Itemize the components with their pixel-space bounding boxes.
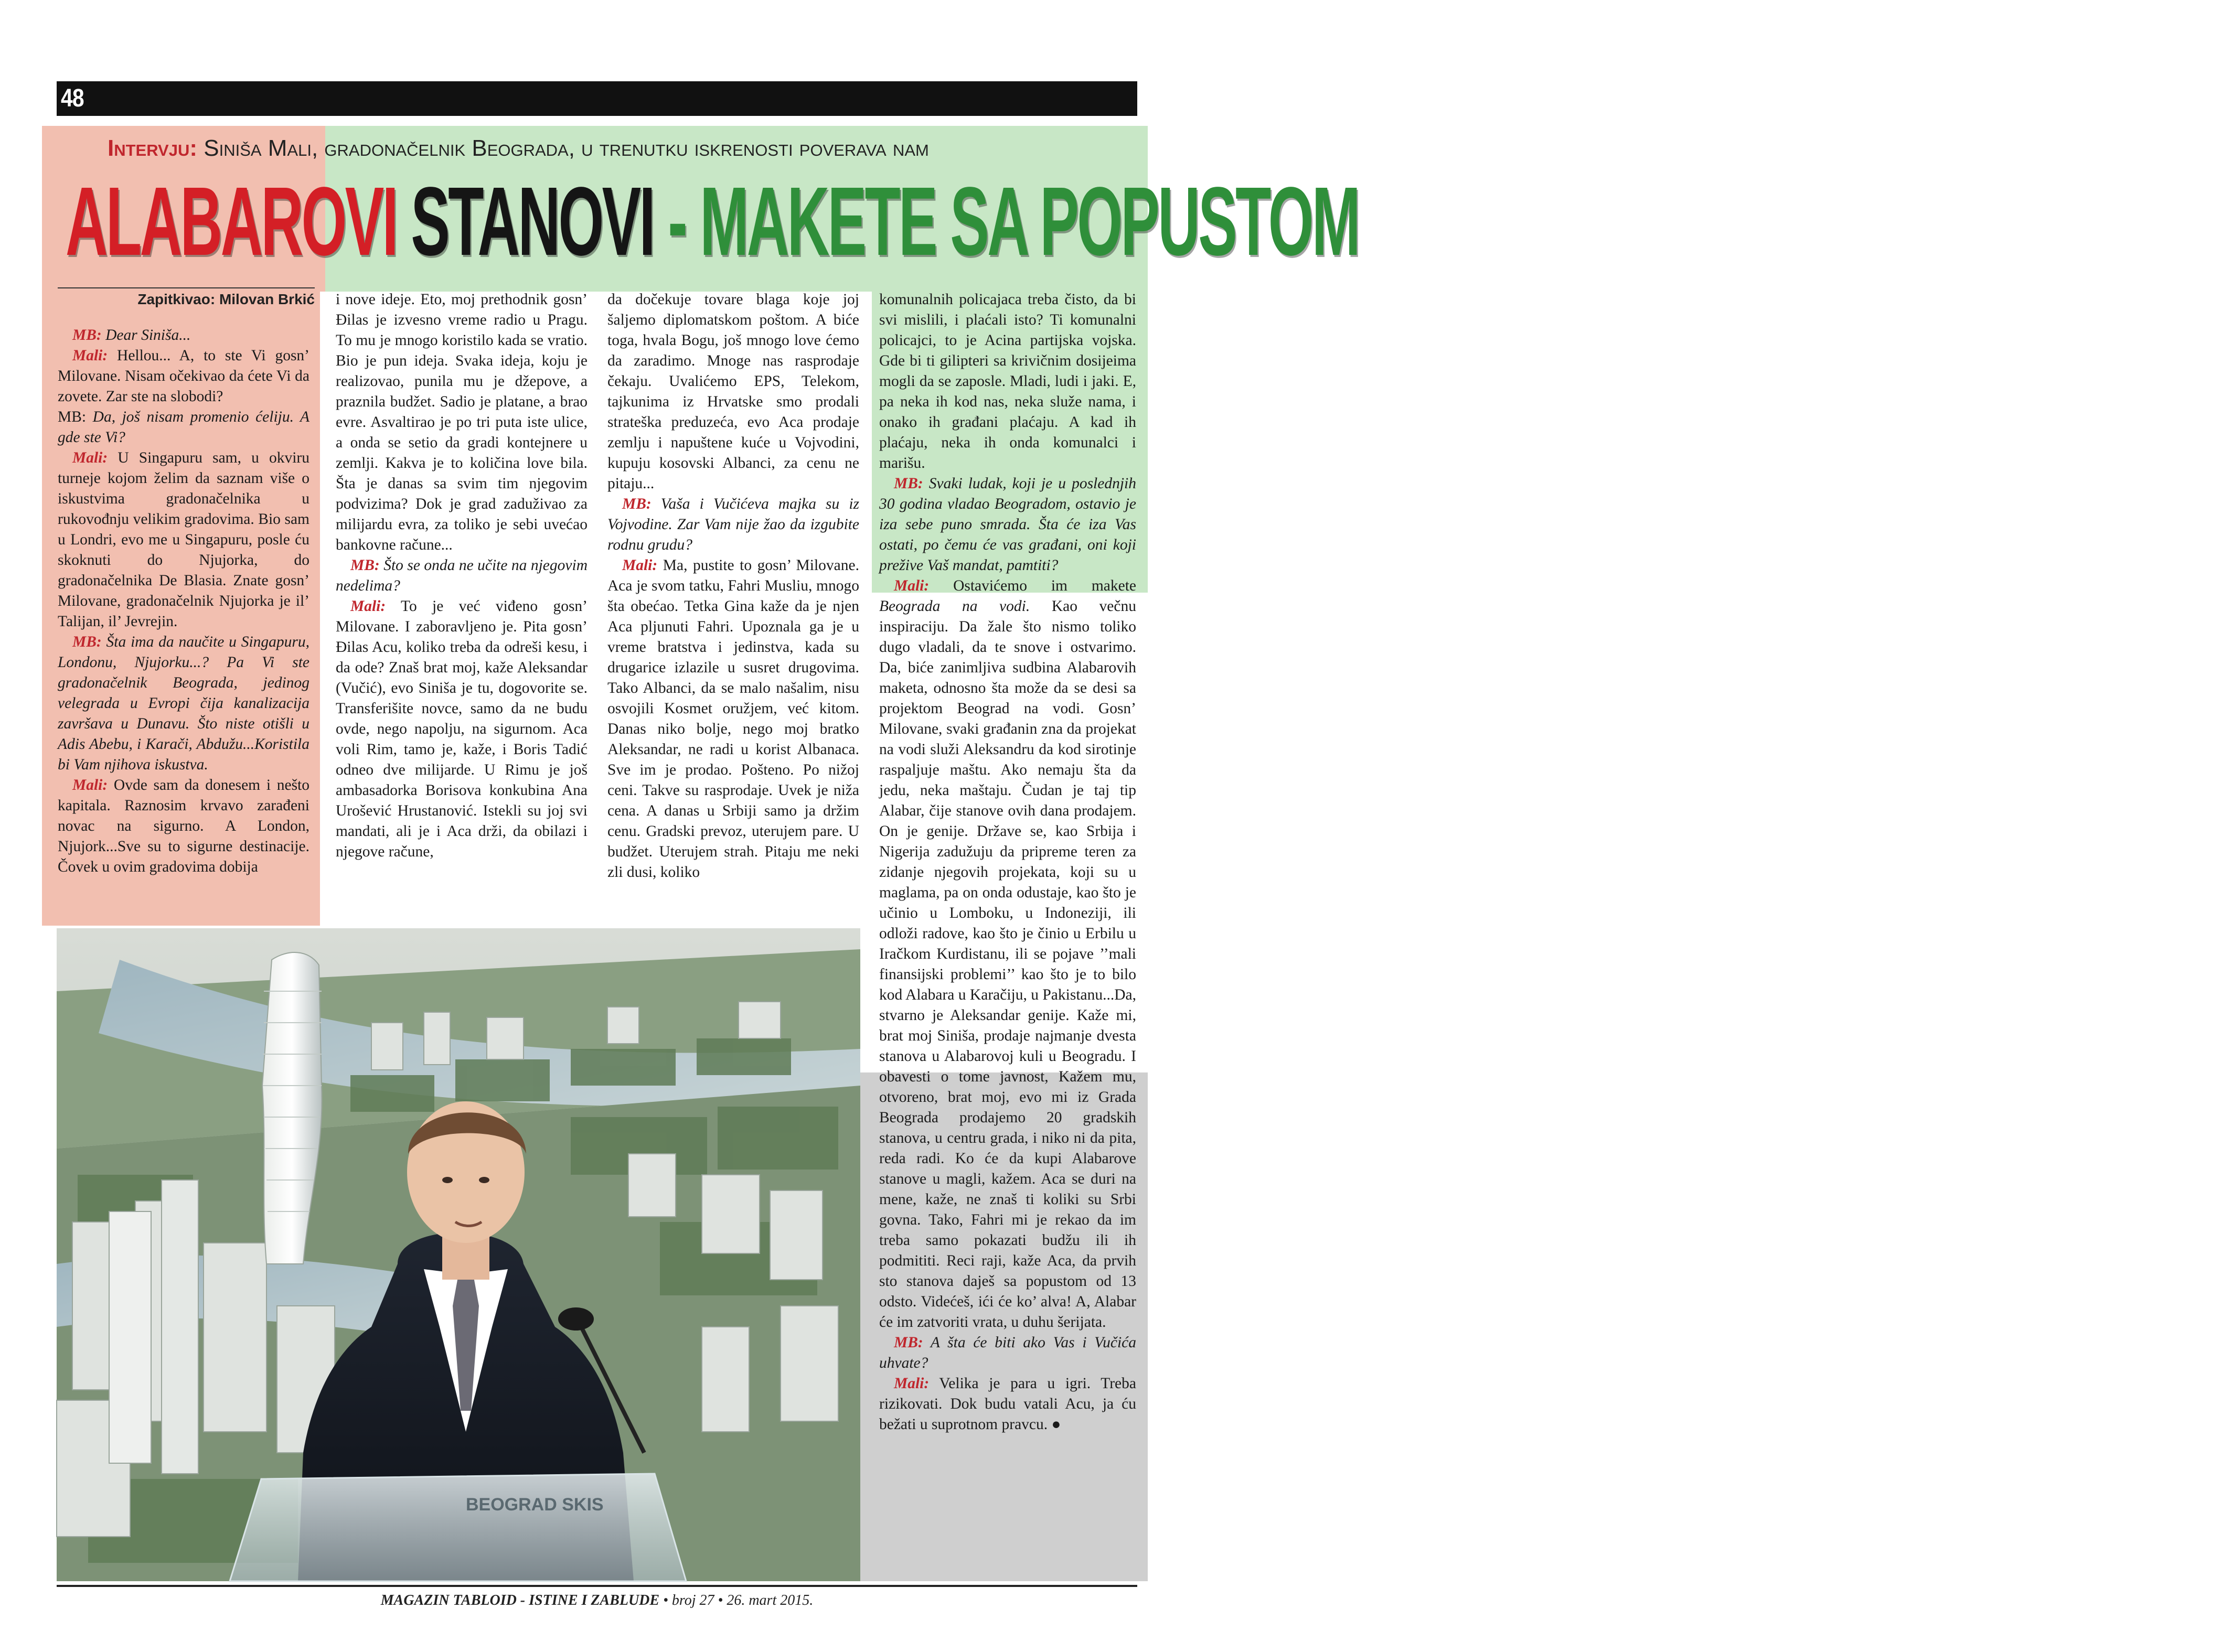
page-number: 48 [61, 84, 84, 112]
paragraph: Mali: U Singapuru sam, u okviru turneje kojom želim da saznam više o iskustvima gradonačelnika u rukovođnju velikim gradovima. Bio sam u Londri, evo me u Singapuru, posle ću skoknuti do Njujorka, do gradonačelnika De Blasia. Znate gosn’ Milovane, gradonačelnik Njujorka je il’ Talijan, il’ Jevrejin. [58, 449, 309, 630]
article-column-1 [58, 325, 309, 877]
headline-part-red: ALABAROVI [66, 167, 397, 276]
end-mark: ● [1048, 1416, 1061, 1433]
footer-magazine: MAGAZIN TABLOID - ISTINE I ZABLUDE [380, 1592, 660, 1608]
paragraph: komunalnih policajaca treba čisto, da bi svi mislili, i plaćali isto? Ti komunalni policajci, to je Acina partijska vojska. Gde bi ti gilipteri sa krivičnim dosijeima mogli da se zaposle. Mladi, ludi i jaki. E, pa neka ih kod nas, neka služe nama, i onako ih građani plaćaju. A kad ih plaćaju, neka ih onda komunalci i marišu. [879, 291, 1136, 471]
paragraph: MB: Dear Siniša... [72, 327, 191, 344]
paragraph: da dočekuje tovare blaga koje joj šaljemo diplomatskom poštom. A biće toga, hvala Bogu, još mnogo love ćemo da zaradimo. Mnoge nas rasprodaje čekaju. Uvalićemo EPS, Telekom, tajkunima iz Hrvatske smo prodali strateška preduzeća, evo Aca prodaje zemlju i napuštene kuće u Vojvodini, kupuju kosovski Albanci, za cenu ne pitaju... [607, 291, 859, 492]
article-column-2 [336, 289, 588, 862]
paragraph: MB: Svaki ludak, koji je u poslednjih 30 godina vladao Beogradom, ostavio je iza sebe puno smrada. Šta će iza Vas ostati, po čemu će vas građani, oni koji prežive Vaš mandat, pamtiti? [879, 475, 1136, 574]
article-column-3 [607, 289, 859, 883]
paragraph: MB: Što se onda ne učite na njegovim nedelima? [336, 557, 588, 594]
paragraph: MB: A šta će biti ako Vas i Vučića uhvate? [879, 1334, 1136, 1371]
kicker-text: Siniša Mali, gradonačelnik Beograda, u trenutku iskrenosti poverava nam [197, 135, 929, 161]
paragraph: Mali: Ma, pustite to gosn’ Milovane. Aca je svom tatku, Fahri Musliu, mnogo šta obećao. Tetka Gina kaže da je njen Aca pljunuti Fahri. Upoznala ga je u vreme bratstva i jedinstva, kada su drugarice izlazile u susret drugovima. Tako Albanci, da se malo našalim, nisu osvojili Kosmet oružjem, već kitom. Danas niko bolje, nego moj bratko Aleksandar, ne radi u korist Albanaca. Sve im je prodao. Pošteno. Po nižoj ceni. Takve su rasprodaje. Uvek je niža cena. A danas u Srbiji samo ja držim cenu. Gradski prevoz, uterujem pare. U budžet. Uterujem strah. Pitaju me neki zli dusi, koliko [607, 557, 859, 881]
paragraph: i nove ideje. Eto, moj prethodnik gosn’ Đilas je izvesno vreme radio u Pragu. To mu je mnogo koristilo kada se vratio. Bio je pun ideja. Svaka ideja, koju je realizovao, punila mu je džepove, a praznila budžet. Sadio je platane, a brao evre. Asvaltirao je po tri puta iste ulice, a onda se setio da gradi kontejnere u zemlji. Kakva je to količina love bila. Šta je danas sa svim tim njegovim podvizima? Dok je grad zaduživao za milijardu evra, za toliko je sebi uvećao bankovne račune... [336, 291, 588, 553]
paragraph: MB: Da, još nisam promenio ćeliju. A gde ste Vi? [58, 409, 309, 446]
paragraph: Mali: Velika je para u igri. Treba rizikovati. Dok budu vatali Acu, ja ću bežati u suprotnom pravcu. ● [879, 1375, 1136, 1433]
article-column-4 [879, 289, 1136, 1435]
article-kicker [108, 135, 1136, 162]
article-photo [57, 928, 860, 1581]
footer-issue: • broj 27 • 26. mart 2015. [659, 1592, 814, 1608]
headline-part-black: STANOVI [396, 167, 654, 276]
paragraph: MB: Vaša i Vučićeva majka su iz Vojvodine. Zar Vam nije žao da izgubite rodnu grudu? [607, 496, 859, 553]
page-footer [57, 1592, 1137, 1609]
headline-part-green: - MAKETE SA POPUSTOM [653, 167, 1359, 276]
byline: Zapitkivao: Milovan Brkić [137, 291, 315, 307]
paragraph: Mali: Hellou... A, to ste Vi gosn’ Milovane. Nisam očekivao da ćete Vi da zovete. Zar ste na slobodi? [58, 347, 309, 405]
paragraph: Mali: Ostavićemo im makete Beograda na vodi. Kao večnu inspiraciju. Da žale što nismo toliko dugo vladali, da te snove i ostvarimo. Da, biće zanimljiva sudbina Alabarovih maketa, odnosno šta može da se desi sa projektom Beograd na vodi. Gosn’ Milovane, svaki građanin zna da projekat na vodi služi Aleksandru da kod sirotinje raspaljuje maštu. Ako nemaju šta da jedu, neka maštaju. Čudan je taj tip Alabar, čije stanove ovih dana prodajem. On je genije. Države se, kao Srbija i Nigerija zadužuju da pripreme teren za zidanje njegovih projekata, koji su u maglama, pa on onda odustaje, kao što je učinio u Lomboku, u Indoneziji, ili odloži radove, kao što je činio u Erbilu u Iračkom Kurdistanu, ili se pojave ’’mali finansijski problemi’’ kao što je to bilo kod Alabara u Karačiju, u Pakistanu...Da, stvarno je Aleksandar genije. Kaže mi, brat moj Siniša, prodaje najmanje dvesta stanova u Alabarovoj kuli u Beogradu. I obavesti o tome javnost, Kažem mu, otvoreno, brat moj, evo mi iz Grada Beograda prodajemo 20 gradskih stanova, u centru grada, i niko ni da pita, reda radi. Ko će da kupi Alabarove stanove u magli, kažem. Aca se duri na mene, kaže, ne znaš ti koliki su Srbi govna. Tako, Fahri mi je rekao da im treba samo pokazati budžu ili ih podmititi. Reci raji, kaže Aca, da prvih sto stanova daješ sa popustom od 13 odsto. Videćeš, ići će ko’ alva! A, Alabar će im zatvoriti vrata, u duhu šerijata. [879, 577, 1136, 1331]
article-headline [66, 167, 1359, 277]
podium-text: BEOGRAD SKIS [466, 1495, 604, 1515]
kicker-label: Intervju: [108, 135, 198, 161]
paragraph: MB: Šta ima da naučite u Singapuru, Londonu, Njujorku...? Pa Vi ste gradonačelnik Beograda, jedinog velegrada u Evropi čija kanalizacija završava u Dunavu. Što niste otišli u Adis Abebu, i Karači, Abdužu...Koristila bi Vam njihova iskustva. [58, 634, 309, 773]
footer-rule [57, 1585, 1137, 1587]
byline-rule [58, 287, 315, 288]
paragraph: Mali: Ovde sam da donesem i nešto kapitala. Raznosim krvavo zarađeni novac na sigurno. A London, Njujork...Sve su to sigurne destinacije. Čovek u ovim gradovima dobija [58, 777, 309, 875]
paragraph: Mali: To je već viđeno gosn’ Milovane. I zaboravljeno je. Pita gosn’ Đilas Acu, koliko treba da odreši kesu, i da ode? Znaš brat moj, kaže Aleksandar (Vučić), evo Siniša je tu, dogovorite se. Transferišite novce, samo da ne budu ovde, nego napolju, na sigurnom. Aca voli Rim, tamo je, kaže, i Boris Tadić odneo dve milijarde. U Rimu je još ambasadorka Borisova konkubina Ana Urošević Hrustanović. Istekli su joj svi mandati, ali je i Aca drži, da obilazi i njegove račune, [336, 598, 588, 860]
page-header-bar [57, 81, 1137, 116]
